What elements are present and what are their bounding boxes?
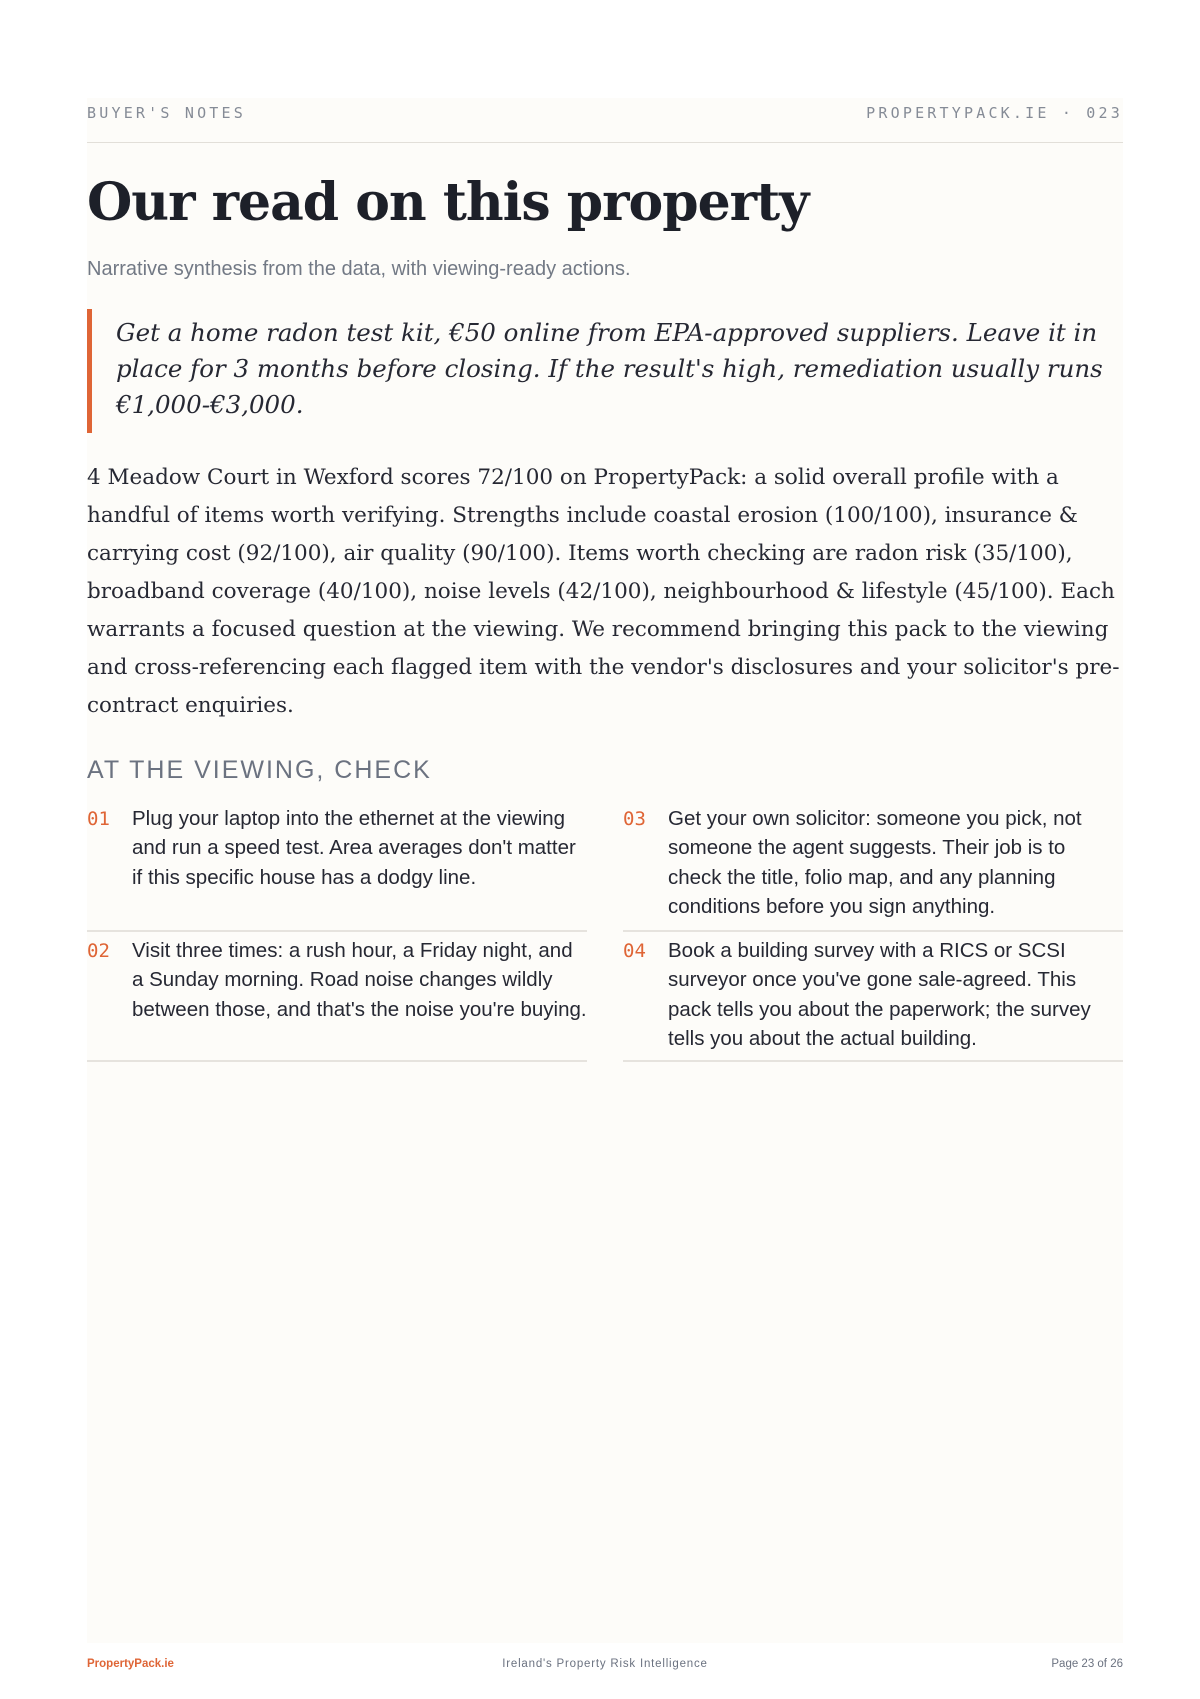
item-number: 04 [623, 940, 646, 962]
item-text: Plug your laptop into the ethernet at the viewing and run a speed test. Area averages don't matter if this specific house has a dodgy line. [132, 807, 576, 889]
site-page-code: PROPERTYPACK.IE · 023 [866, 104, 1123, 122]
running-header [87, 104, 1123, 143]
item-number: 02 [87, 940, 110, 962]
footer-brand-link[interactable]: PropertyPack.ie [87, 1658, 174, 1670]
page-number: Page 23 of 26 [1051, 1658, 1123, 1670]
narrative-summary: 4 Meadow Court in Wexford scores 72/100 on PropertyPack: a solid overall profile with a handful of items worth verifying. Strengths include coastal erosion (100/100), insurance & carrying cost (92/100), air quality (90/100). Items worth checking are radon risk (35/100), broadband coverage (40/100), noise levels (42/100), neighbourhood & lifestyle (45/100). Each warrants a focused question at the viewing. We recommend bringing this pack to the viewing and cross-referencing each flagged item with the vendor's disclosures and your solicitor's pre-contract enquiries. [87, 465, 1120, 718]
item-text: Book a building survey with a RICS or SCSI surveyor once you've gone sale-agreed. This pack tells you about the paperwork; the survey tells you about the actual building. [668, 939, 1091, 1050]
page-footer [87, 1658, 1123, 1678]
checklist-item [623, 800, 1123, 932]
section-label: BUYER'S NOTES [87, 104, 246, 122]
checklist-heading: AT THE VIEWING, CHECK [87, 756, 432, 784]
item-text: Get your own solicitor: someone you pick, not someone the agent suggests. Their job is to check the title, folio map, and any planning conditions before you sign anything. [668, 807, 1082, 918]
footer-tagline: Ireland's Property Risk Intelligence [502, 1658, 708, 1670]
radon-callout [87, 309, 1123, 433]
page-title: Our read on this property [87, 172, 809, 233]
viewing-checklist [87, 800, 1123, 1062]
item-number: 03 [623, 808, 646, 830]
item-text: Visit three times: a rush hour, a Friday night, and a Sunday morning. Road noise changes wildly between those, and that's the noise you're buying. [132, 939, 587, 1021]
checklist-item [87, 932, 587, 1062]
checklist-item [87, 800, 587, 932]
page-subtitle: Narrative synthesis from the data, with viewing-ready actions. [87, 258, 631, 280]
checklist-item [623, 932, 1123, 1062]
callout-text: Get a home radon test kit, €50 online from EPA-approved suppliers. Leave it in place for 3 months before closing. If the result's high, remediation usually runs €1,000-€3,000. [116, 318, 1103, 419]
item-number: 01 [87, 808, 110, 830]
